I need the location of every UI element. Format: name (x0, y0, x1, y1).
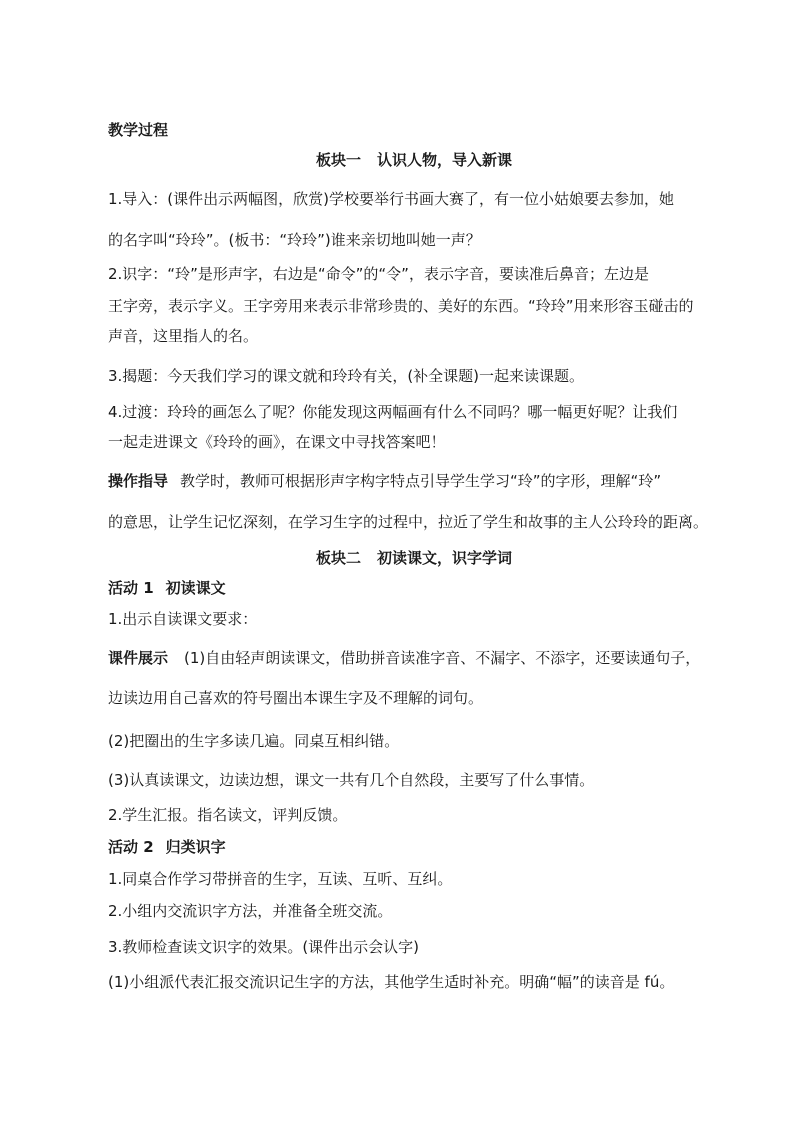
activity1-label: 活动 1 (108, 579, 154, 597)
activity2-p4: (1)小组派代表汇报交流识记生字的方法，其他学生适时补充。明确“幅”的读音是 fú。 (108, 973, 675, 991)
show-p2: (2)把圈出的生字多读几遍。同桌互相纠错。 (108, 732, 400, 750)
block1-p1-line2: 的名字叫“玲玲”。(板书：“玲玲”)谁来亲切地叫她一声？ (108, 231, 481, 249)
guide-label: 操作指导 (108, 472, 169, 490)
show-text: (1)自由轻声朗读课文，借助拼音读准字音、不漏字、不添字，还要读通句子， (184, 649, 701, 667)
activity2-p3: 3.教师检查读文识字的效果。(课件出示会认字) (108, 938, 420, 956)
block1-p3-line1: 3.揭题：今天我们学习的课文就和玲玲有关，(补全课题)一起来读课题。 (108, 367, 585, 385)
block1-p2-line3: 声音，这里指人的名。 (108, 327, 259, 345)
activity2-title: 归类识字 (165, 838, 226, 856)
activity2-heading (108, 837, 720, 857)
show-line2: 边读边用自己喜欢的符号圈出本课生字及不理解的词句。 (108, 689, 484, 707)
guide-text: 教学时，教师可根据形声字构字特点引导学生学习“玲”的字形，理解“玲” (180, 472, 662, 490)
activity1-heading (108, 578, 720, 598)
activity1-p2: 2.学生汇报。指名读文，评判反馈。 (108, 806, 348, 824)
block2-heading (108, 548, 720, 568)
block2-label: 板块二 (315, 549, 361, 567)
section-title: 教学过程 (108, 121, 169, 139)
block1-p1-line1: 1.导入：(课件出示两幅图，欣赏)学校要举行书画大赛了，有一位小姑娘要去参加，她 (108, 190, 675, 208)
block1-p4-line1: 4.过渡：玲玲的画怎么了呢？你能发现这两幅画有什么不同吗？哪一幅更好呢？让我们 (108, 403, 678, 421)
block1-heading (108, 150, 720, 170)
show-line1 (108, 648, 720, 668)
show-p3: (3)认真读课文，边读边想，课文一共有几个自然段，主要写了什么事情。 (108, 771, 595, 789)
block2-title: 初读课文，识字学词 (377, 549, 513, 567)
activity1-title: 初读课文 (165, 579, 226, 597)
block1-p2-line2: 王字旁，表示字义。王字旁用来表示非常珍贵的、美好的东西。“玲玲”用来形容玉碰击的 (108, 297, 694, 315)
block1-label: 板块一 (315, 151, 361, 169)
activity2-p1: 1.同桌合作学习带拼音的生字，互读、互听、互纠。 (108, 870, 453, 888)
activity1-p1: 1.出示自读课文要求： (108, 610, 258, 628)
block1-guide-line1 (108, 471, 720, 491)
block1-p2-line1: 2.识字：“玲”是形声字，右边是“命令”的“令”，表示字音，要读准后鼻音；左边是 (108, 265, 649, 283)
activity2-p2: 2.小组内交流识字方法，并准备全班交流。 (108, 902, 393, 920)
show-label: 课件展示 (108, 649, 169, 667)
block1-p4-line2: 一起走进课文《玲玲的画》，在课文中寻找答案吧！ (108, 433, 446, 451)
block1-title: 认识人物，导入新课 (377, 151, 513, 169)
activity2-label: 活动 2 (108, 838, 154, 856)
block1-guide-line2: 的意思，让学生记忆深刻，在学习生字的过程中，拉近了学生和故事的主人公玲玲的距离。 (108, 513, 709, 531)
